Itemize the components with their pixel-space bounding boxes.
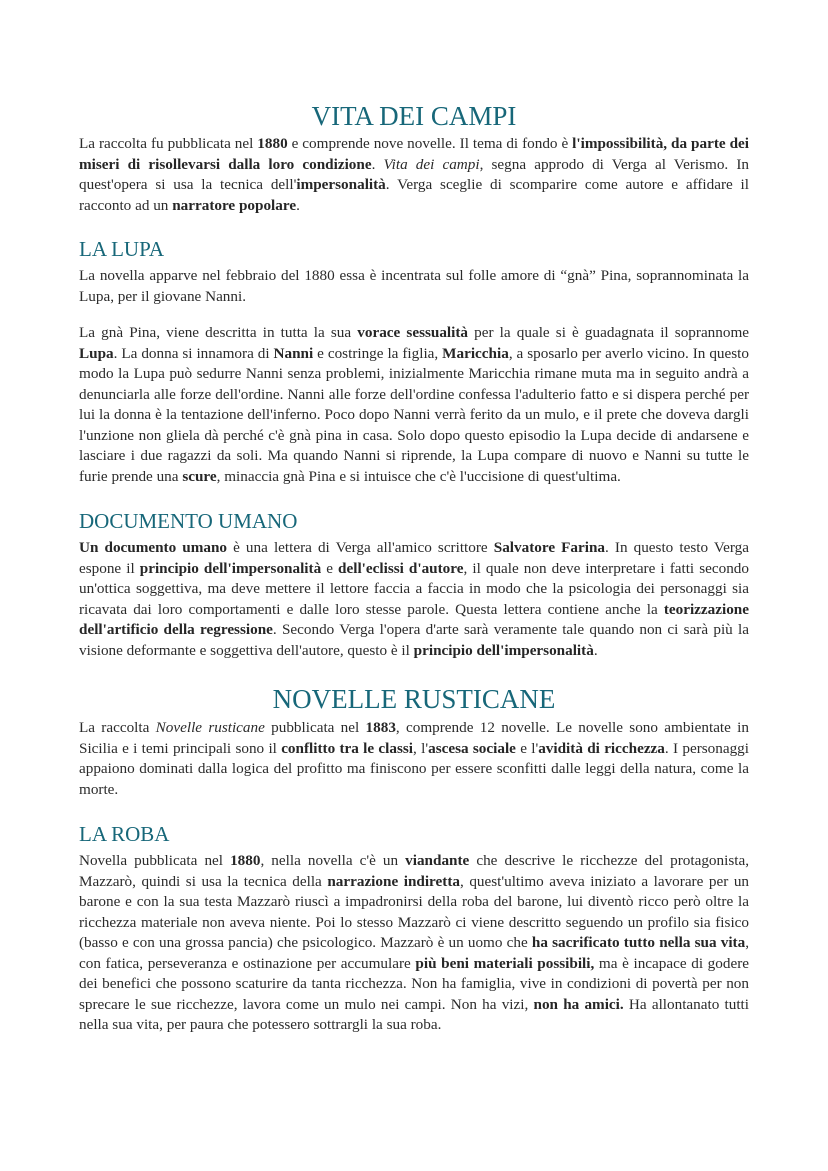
- vita-dei-campi-intro: La raccolta fu pubblicata nel 1880 e comprende nove novelle. Il tema di fondo è l'impossibilità, da parte dei miseri di risollevarsi dalla loro condizione. Vita dei campi, segna approdo di Verga al Verismo. In quest'opera si usa la tecnica dell'impersonalità. Verga sceglie di scomparire come autore e affidare il racconto ad un narratore popolare.: [79, 135, 749, 214]
- heading-la-lupa: LA LUPA: [79, 237, 164, 261]
- la-lupa-paragraph-2: La gnà Pina, viene descritta in tutta la sua vorace sessualità per la quale si è guadagnata il soprannome Lupa. La donna si innamora di Nanni e costringe la figlia, Maricchia, a sposarlo per averlo vicino. In questo modo la Lupa può sedurre Nanni senza problemi, inizialmente Maricchia rimane muta ma in seguito andrà a denunciarla alle forze dell'ordine. Nanni alle forze dell'ordine confessa l'adulterio fatto e si dispera perché per lui la donna è la tentazione dell'inferno. Poco dopo Nanni verrà ferito da un mulo, e il prete che doveva dargli l'unzione non gliela dà perché c'è gnà pina in casa. Solo dopo questo episodio la Lupa decide di andarsene e lasciare i due ragazzi da soli. Ma quando Nanni si riprende, la Lupa compare di nuovo e Nanni su tutte le furie prende una scure, minaccia gnà Pina e si intuisce che c'è l'uccisione di quest'ultima.: [79, 324, 750, 485]
- heading-la-roba: LA ROBA: [79, 822, 170, 846]
- title-novelle-rusticane: NOVELLE RUSTICANE: [272, 684, 556, 714]
- la-lupa-paragraph-1: La novella apparve nel febbraio del 1880 essa è incentrata sul folle amore di “gnà” Pina, soprannominata la Lupa, per il giovane Nanni.: [79, 267, 749, 305]
- novelle-rusticane-intro: La raccolta Novelle rusticane pubblicata nel 1883, comprende 12 novelle. Le novelle sono ambientate in Sicilia e i temi principali sono il conflitto tra le classi, l'ascesa sociale e l'avidità di ricchezza. I personaggi appaiono dominati dalla logica del profitto ma finiscono per essere sconfitti dalle leggi della natura, come la morte.: [79, 719, 749, 798]
- heading-documento-umano: DOCUMENTO UMANO: [79, 509, 298, 533]
- la-roba-paragraph: Novella pubblicata nel 1880, nella novella c'è un viandante che descrive le ricchezze del protagonista, Mazzarò, quindi si usa la tecnica della narrazione indiretta, quest'ultimo aveva iniziato a lavorare per un barone e con la sua testa Mazzarò riuscì a impadronirsi della roba del barone, lui diventò ricco però oltre la ricchezza materiale non aveva niente. Poi lo stesso Mazzarò ci viene descritto seguendo un profilo sia fisico (basso e con una grossa pancia) che psicologico. Mazzarò è un uomo che ha sacrificato tutto nella sua vita, con fatica, perseveranza e ostinazione per accumulare più beni materiali possibili, ma è incapace di godere dei benefici che possono scaturire da tanta ricchezza. Non ha famiglia, vive in condizioni di povertà per non sprecare le sue ricchezze, lavora come un mulo nei campi. Non ha vizi, non ha amici. Ha allontanato tutti nella sua vita, per paura che potessero sottrargli la sua roba.: [79, 852, 750, 1033]
- documento-umano-paragraph: Un documento umano è una lettera di Verga all'amico scrittore Salvatore Farina. In questo testo Verga espone il principio dell'impersonalità e dell'eclissi d'autore, il quale non deve interpretare i fatti secondo un'ottica soggettiva, ma deve mettere il lettore faccia a faccia in modo che la psicologia dei personaggi sia ricavata dai loro comportamenti e dalle loro stesse parole. Questa lettera contiene anche la teorizzazione dell'artificio della regressione. Secondo Verga l'opera d'arte sarà veramente tale quando non ci sarà più la visione deformante e soggettiva dell'autore, questo è il principio dell'impersonalità.: [79, 539, 750, 659]
- title-vita-dei-campi: VITA DEI CAMPI: [311, 101, 517, 131]
- document-page: [79, 100, 749, 1036]
